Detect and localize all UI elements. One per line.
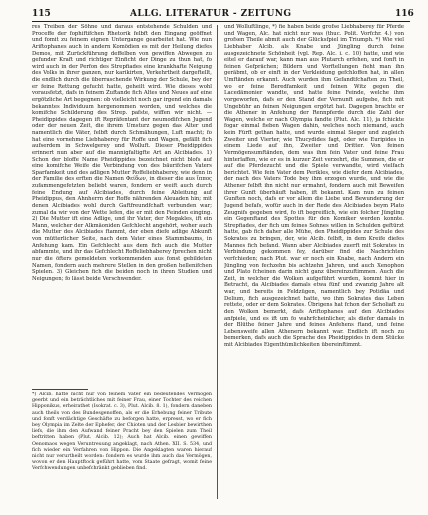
page-number-right: 116 [395, 9, 414, 19]
page-number-left: 115 [32, 9, 51, 19]
column-divider [217, 25, 218, 499]
header-rule [32, 21, 410, 22]
left-column-text: res Treiben der Söhne und daraus entstehende Schulden und Proceffe der fophiftifchen Rhetorik felbft den Eingang geöffnet und fomit zu feinem eignen Untergange gearbeitet hat. Wie nun Ariftophanes auch in andern Komödien es mit der Heilung diefes Demos, mit Zurückführung deffelben von gewiffen Abwegen zu gefunder Kraft und richtiger Einficht der Dinge zu thun hat, fo wird auch in der Perfon des Strepfiades eine krankhafte Neigung des Volks in ihrer ganzen, nur karikirten, Verkehrtheit dargeftellt, die endlich durch die überraschende Wirkung der Schule, bey der er feine Rettung gefucht hatte, geheilt wird. Wie dieses wohl vorausfetzt, dafs in feinem Zuftande fich Altes und Neues auf eine ergötzliche Art begegnen: ob vielleicht noch gar irgend ein damals bekanntes Individuum hergenommen worden, und welches die komifche Schilderung des Strep. pafste, wiffen wir nicht. — Pheidippides dagegen ift Repräfentant der neumodifchen Jugend oder der neuen Zeit, die ihrem Umsturz gegen das Alter und namentlich die Väter, felbft durch Schmähungen, Luft macht; fo hat eine vornehme Liebhaberey für Roffe und Wagen, gefällt fich aufserdem in Schwelgerey und Wolluft. Dieser Pheidippides erinnert nun aber auf die mannigfaltigfte Art an Alcibiades. 1) Schon der bloffe Name Pheidippides bezeichnet nicht blofs auf eine komifche Weife die Verbindung von des bäurifchen Vaters Sparfamkeit und des adligen Mutter Roffeliebhaberey, wie denn in der Familie des erften die Namen Φείδων, in dieser die aus ἵππος zufammengefetzten beliebt waren, fondern er weift auch durch feine Endung auf Alcibiades, durch feine Ableitung auf Pheidippus, den Ahnherrn der Roffe nährenden Aleuaden hin; mit denen Alcibiades wohl durch Gaftfreundfchaft verbunden war; zumal da wir von der Wette lefen, die er mit den Feinden einging. 2) Die Mutter ift eine Adlige, und ihr Vater, der Megakles, ift ein Mann, welcher der Alkmäoniden Gefchlecht angehört, woher auch die Mutter des Alcibiades ftammt, der eben diefe adlige Abkunft von mütterlicher Seite, nach dem Vater eines Stammbaums, in Anfehung kam. Ein Gefchlecht aus dem fich auch die Mutter abfammte, und ihr das Gefchlecht Roffeliebhaberey fprechen nicht nur die öfters gemeldeten vorkommenden aus fonst gebildeten Namen, fondern auch mehrere Stellen in den großen hellenifchen Spielen. 3) Gleichen fich die beiden noch in ihren Studien und Neigungen; fo lässt beide Verschwender. [32, 24, 212, 282]
running-title: ALLG. LITERATUR - ZEITUNG [130, 9, 292, 19]
footnote-rule [32, 389, 88, 390]
right-column [224, 24, 404, 498]
left-column [32, 24, 212, 502]
right-column-text: und Wolluftlinge, *) fie haben beide grofse Liebhaberey für Pferde und Wagen, Alc. hat nicht nur was (thuc. Polit. Vorfchr. 4.) von grofsen Theile abmit auch der Glücksfpiel im Triumph. *) Wie viel Liebhaber Alcib. als Knabe und Jüngling durch feine ausgezeichnete Schönheit (vgl. Rep. Alc. i. c. 10) hatte, und wie eitel er darauf war, kann man aus Plutarch erfehen, und fonft in feinen Gefprächen; Bildern und Vorftellungen fieht man ihn geräbmt, ob er einft in der Verkleidung gefchloffen hat, in allen Umftänden erkannt. Auch wurden ihm Gefandtfchaften zu Theil, wo er feine Beredfamkeit und feinen Witz gegen die Lacedämonier wandte, und hatte feine Feinde, welche ihm vorgeworfen, dafs er den Stand der Vernunft aufgebe, fich mit Ungebühr an feinen Neigungen ergötzt hat. Dagegen brachte er die Athener in Anfehung der Rennpferde durch die Zahl der Wagen, welche er nach Olympia fandte (Plut. Alc. 11), ja fchickte fogar einmal fieben Wagen dahin, welches noch niemand, auch kein Fürft gethan hatte, und wurde einmal Sieger und zugleich Zweiter und Vierter, wie Thucydides fagt, oder wie Euripides in einem Liede auf ihn, Zweiter und Dritter. Von feinen Vermögensumftänden, dem was ihm fein Vater und feine Frau hinterlaffen, wie er es in kurzer Zeit verzehrt, die Summen, die er auf die Pferdezucht und die Spiele verwandte, wird vielfach berichtet. Wie fein Vater dem Perikles, wie diefer dem Alcibiades, der nach des Vaters Tode bey ihm erzogen wurde, und wie die Athener felbft ihn nicht nur ermahnt, fondern auch mit Beweifen ihrer Gunft überhäuft haben, ift bekannt. Kam nun zu feinen Gunften noch, dafs er vor allem die Liebe und Bewunderung der Jugend befafs, wofür auch in der Rede des Alcibiades beym Plato Zeugnifs gegeben wird, fo ift begreiflich, wie ein folcher Jüngling ein Gegenftand des Spottes für den Komiker werden konnte. Strepfiades, der fich um feines Sohnes willen in Schulden geftürzt hatte, gab fich daher alle Mühe, den Pheidippides zur Schule des Sokrates zu bringen, der, wie Alcib. felbft, in dem Kreife diefes Mannes fich befand. Wann aber Alcibiades zuerft mit Sokrates in Verbindung gekommen fey, darüber find die Nachrichten verfchieden; nach Plut. war er noch ein Knabe, nach Andern ein Jüngling von fechzehn bis achtzehn Jahren, und auch Xenophon und Plato fcheinen darin nicht ganz übereinzuftimmen. Auch die Zeit, in welcher die Wolken aufgeführt wurden, kommt hier in Betracht, da Alcibiades damals etwa fünf und zwanzig Jahre alt war, und bereits in Feldzügen, namentlich bey Potidäa und Delium, fich ausgezeichnet hatte, wo ihm Sokrates das Leben rettete, oder er dem Sokrates. Übrigens hat fchon der Scholiaft zu den Wolken bemerkt, dafs Ariftophanes auf den Alcibiades anfpiele, und es ift um fo wahrfcheinlicher, als diefer damals in der Blüthe feiner Jahre und feines Anfehens ftand, und feine Lebensweife allen Athenern bekannt war. Endlich ift noch zu bemerken, dafs auch die Sprache des Pheidippides in dem Stücke mit Alcibiades Eigenthümlichkeiten übereinftimmt. [224, 24, 404, 348]
footnote-text: *) Alcib. hatte nicht nur von feinem Vater ein bedeutendes Vermögen geerbt und ein beträchtliches mit feiner Frau, einer Tochter des reichen Hipponikus, erheirathet (Isokrat. c. 3), Plut. Alcib. 8. 1), fondern daneben auch theils von des Bundesgenoffen, als er die Erhebung feiner Tribute und fonft verdächtige Geschäfte zu beforgen hatte, erpresst, wo er fich bey Olympia im Zelte der Ephefer, der Chioten und der Lesbier bewirthen liefs, die ihm den Aufwand feiner Pracht bey den Spielen zum Theil beftritten haben (Plut. Alcib. 12); Auch hat Alcib. einen gewiffen Oenomaos wegen Veruntreuung angeklagt, nach Athen. XII. S. 534, und fich wieder ein Verfahren von Hippon. Die Angeklagten waren hierauf nicht nur verurtheilt worden: fondern es wurde ihm auch das Vermögen, wovon er den Hauptftock geführt hatte, vom Staate gefragt, womit feine Verfchwendungen unbefchränkt geblieben find. [32, 392, 212, 472]
